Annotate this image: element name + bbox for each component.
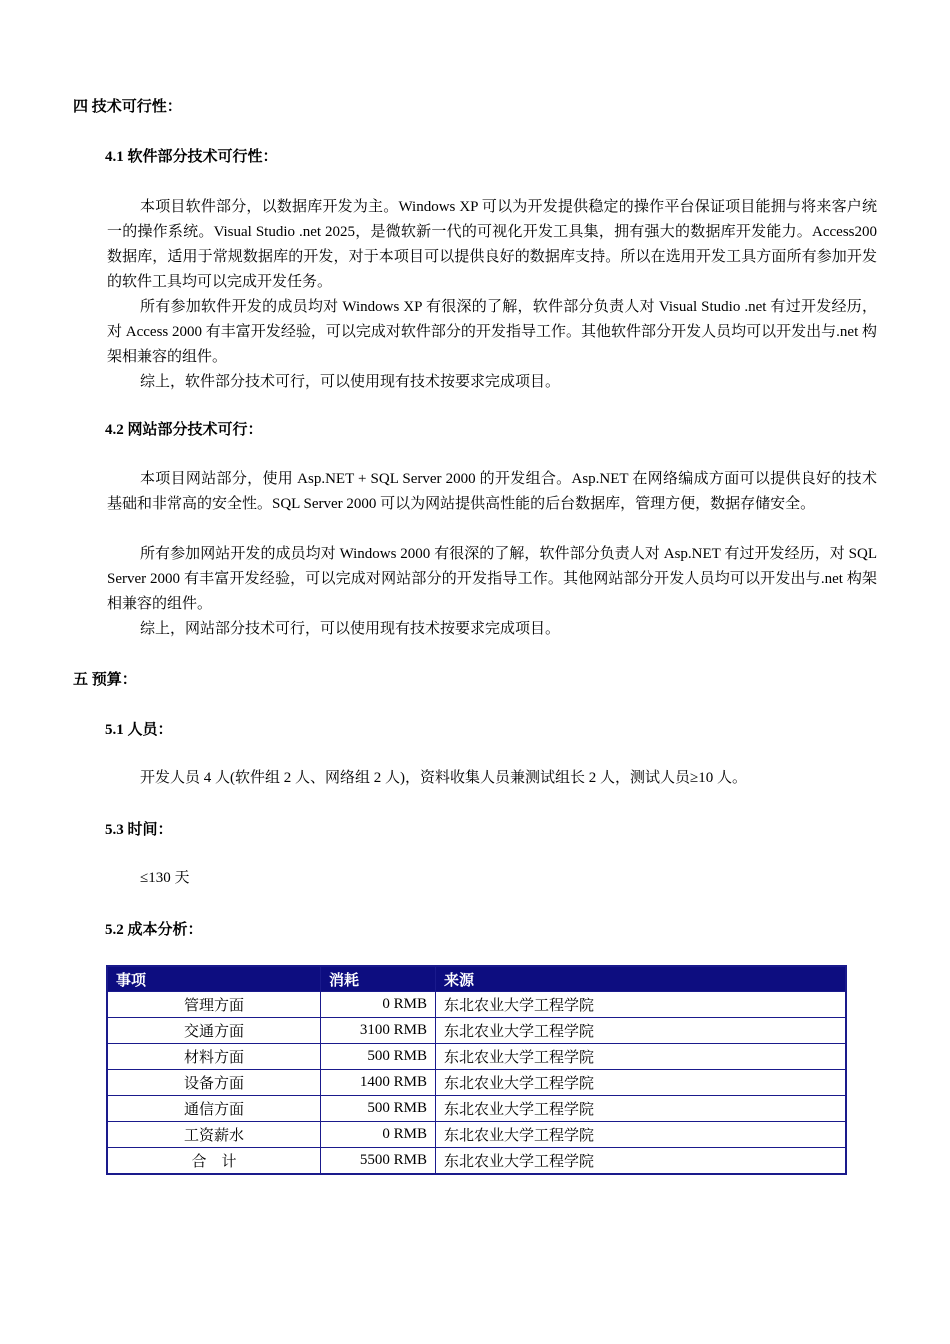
paragraph: 所有参加网站开发的成员均对 Windows 2000 有很深的了解，软件部分负责人对 Asp.NET 有过开发经历，对 SQL Server 2000 有丰富开发经验，可以完成对网站部分的开发指导工作。其他网站部分开发人员均可以开发出与.net 构架相兼容的组件。 [107, 546, 877, 612]
cell-source: 东北农业大学工程学院 [436, 1096, 847, 1122]
cell-cost: 500 RMB [321, 1044, 436, 1070]
table-row [107, 992, 846, 1018]
table-row [107, 1096, 846, 1122]
cell-cost: 5500 RMB [321, 1148, 436, 1175]
cell-cost: 0 RMB [321, 992, 436, 1018]
cell-item: 设备方面 [107, 1070, 321, 1096]
section-5-2-title: 5.2 成本分析： [105, 922, 203, 938]
section-5-title: 五 预算： [73, 672, 137, 688]
table-row [107, 1018, 846, 1044]
cell-cost: 1400 RMB [321, 1070, 436, 1096]
staff-text: 开发人员 4 人(软件组 2 人、网络组 2 人)，资料收集人员兼测试组长 2 人，测试人员≥10 人。 [140, 770, 747, 786]
cost-table [106, 965, 847, 1175]
table-row [107, 1122, 846, 1148]
section-5-3-title: 5.3 时间： [105, 822, 173, 838]
cell-cost: 3100 RMB [321, 1018, 436, 1044]
table-row [107, 1044, 846, 1070]
paragraph: 所有参加软件开发的成员均对 Windows XP 有很深的了解，软件部分负责人对 Visual Studio .net 有过开发经历，对 Access 2000 有丰富开发经验，可以完成对软件部分的开发指导工作。其他软件部分开发人员均可以开发出与.net 构架相兼容的组件。 [107, 299, 877, 365]
section-4-1-title: 4.1 软件部分技术可行性： [105, 149, 278, 165]
section-4-title: 四 技术可行性： [73, 99, 182, 115]
paragraph: 本项目网站部分，使用 Asp.NET + SQL Server 2000 的开发组合。Asp.NET 在网络编成方面可以提供良好的技术基础和非常高的安全性。SQL Server 2000 可以为网站提供高性能的后台数据库，管理方便，数据存储安全。 [107, 471, 877, 512]
time-text: ≤130 天 [140, 870, 190, 886]
table-row [107, 1070, 846, 1096]
cell-item: 材料方面 [107, 1044, 321, 1070]
header-cost: 消耗 [321, 966, 436, 992]
header-source: 来源 [436, 966, 847, 992]
table-row-total [107, 1148, 846, 1175]
section-5-1-title: 5.1 人员： [105, 722, 173, 738]
cell-cost: 0 RMB [321, 1122, 436, 1148]
paragraph: 本项目软件部分，以数据库开发为主。Windows XP 可以为开发提供稳定的操作平台保证项目能拥与将来客户统一的操作系统。Visual Studio .net 2025，是微软新一代的可视化开发工具集，拥有强大的数据库开发能力。Access200 数据库，适用于常规数据库的开发，对于本项目可以提供良好的数据库支持。所以在选用开发工具方面所有参加开发的软件工具均可以完成开发任务。 [107, 199, 877, 290]
section-4-2-title: 4.2 网站部分技术可行： [105, 422, 263, 438]
cell-item: 管理方面 [107, 992, 321, 1018]
table-header-row [107, 966, 846, 992]
cell-cost: 500 RMB [321, 1096, 436, 1122]
paragraph: 综上，网站部分技术可行，可以使用现有技术按要求完成项目。 [140, 621, 561, 637]
cell-source: 东北农业大学工程学院 [436, 1018, 847, 1044]
cell-item: 工资薪水 [107, 1122, 321, 1148]
cell-source: 东北农业大学工程学院 [436, 1070, 847, 1096]
cell-source: 东北农业大学工程学院 [436, 1044, 847, 1070]
cell-source: 东北农业大学工程学院 [436, 1122, 847, 1148]
paragraph: 综上，软件部分技术可行，可以使用现有技术按要求完成项目。 [140, 374, 561, 390]
cell-item: 合 计 [107, 1148, 321, 1175]
header-item: 事项 [107, 966, 321, 992]
cell-source: 东北农业大学工程学院 [436, 1148, 847, 1175]
cell-source: 东北农业大学工程学院 [436, 992, 847, 1018]
cell-item: 通信方面 [107, 1096, 321, 1122]
cell-item: 交通方面 [107, 1018, 321, 1044]
